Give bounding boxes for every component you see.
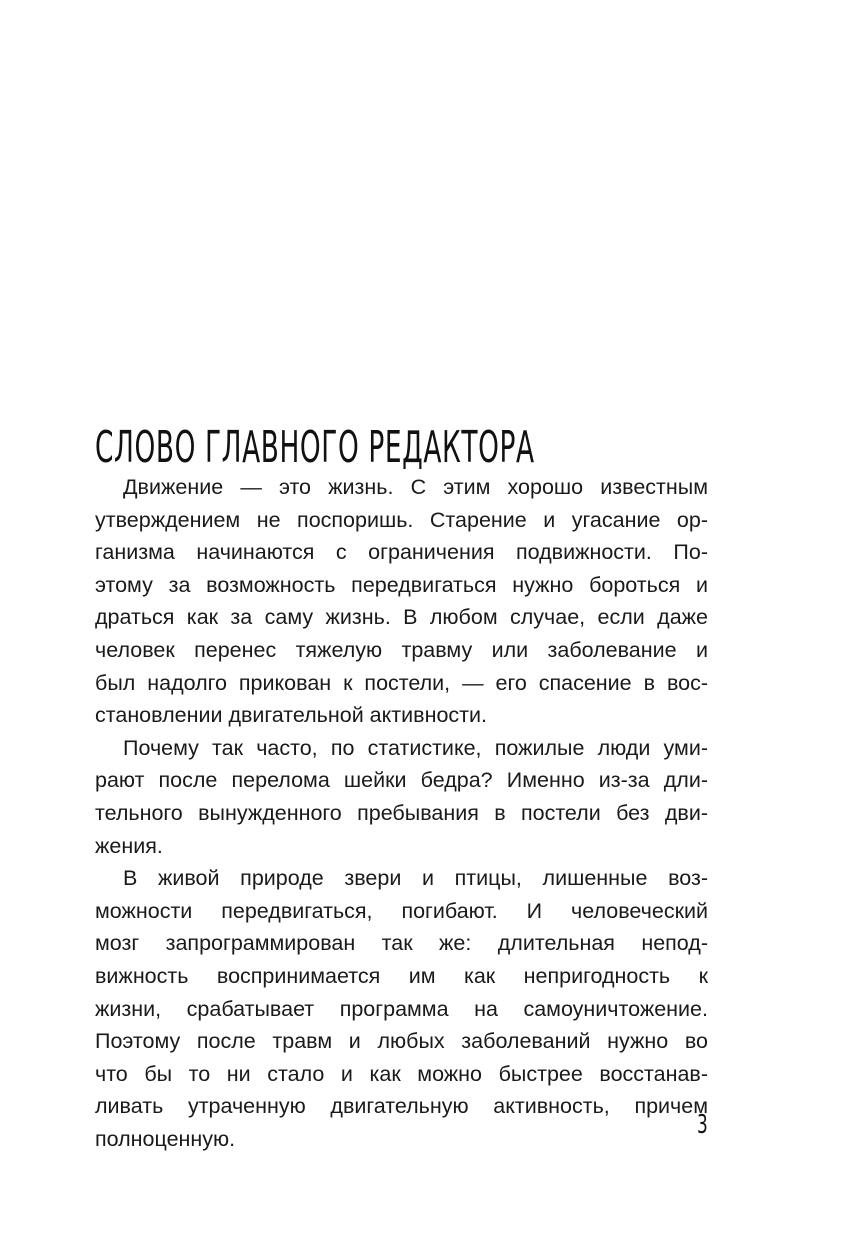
text-line: человек перенес тяжелую травму или заболевание и <box>95 637 708 662</box>
text-line: что бы то ни стало и как можно быстрее восстанав- <box>95 1061 708 1086</box>
text-line: ливать утраченную двигательную активность, причем <box>95 1094 708 1119</box>
paragraph <box>95 471 708 732</box>
text-line: вижность воспринимается им как непригодность к <box>95 963 708 988</box>
body-text <box>95 471 708 1155</box>
text-line: тельного вынужденного пребывания в постели без дви- <box>95 800 708 825</box>
page-number: 3 <box>697 1110 708 1140</box>
text-line: В живой природе звери и птицы, лишенные воз- <box>123 866 708 891</box>
text-line: Движение — это жизнь. С этим хорошо известным <box>123 475 708 499</box>
text-line: жения. <box>95 833 163 858</box>
text-line: драться как за саму жизнь. В любом случае, если даже <box>95 605 708 630</box>
text-line: жизни, срабатывает программа на самоуничтожение. <box>95 996 708 1021</box>
text-line: утверждением не поспоришь. Старение и угасание ор- <box>95 507 708 532</box>
text-line: можности передвигаться, погибают. И человеческий <box>95 898 708 923</box>
paragraph <box>95 732 708 862</box>
text-line: этому за возможность передвигаться нужно бороться и <box>95 572 708 597</box>
paragraph <box>95 862 708 1155</box>
text-line: становлении двигательной активности. <box>95 703 487 728</box>
text-line: был надолго прикован к постели, — его спасение в вос- <box>95 670 708 695</box>
text-line: Поэтому после травм и любых заболеваний нужно во <box>95 1029 708 1054</box>
text-line: рают после перелома шейки бедра? Именно из-за дли- <box>95 768 708 793</box>
text-line: мозг запрограммирован так же: длительная непод- <box>95 931 708 956</box>
text-line: Почему так часто, по статистике, пожилые люди уми- <box>123 735 708 760</box>
page-title: СЛОВО ГЛАВНОГО РЕДАКТОРА <box>95 422 535 474</box>
text-line: ганизма начинаются с ограничения подвижности. По- <box>95 540 708 565</box>
text-line: полноценную. <box>95 1126 236 1151</box>
